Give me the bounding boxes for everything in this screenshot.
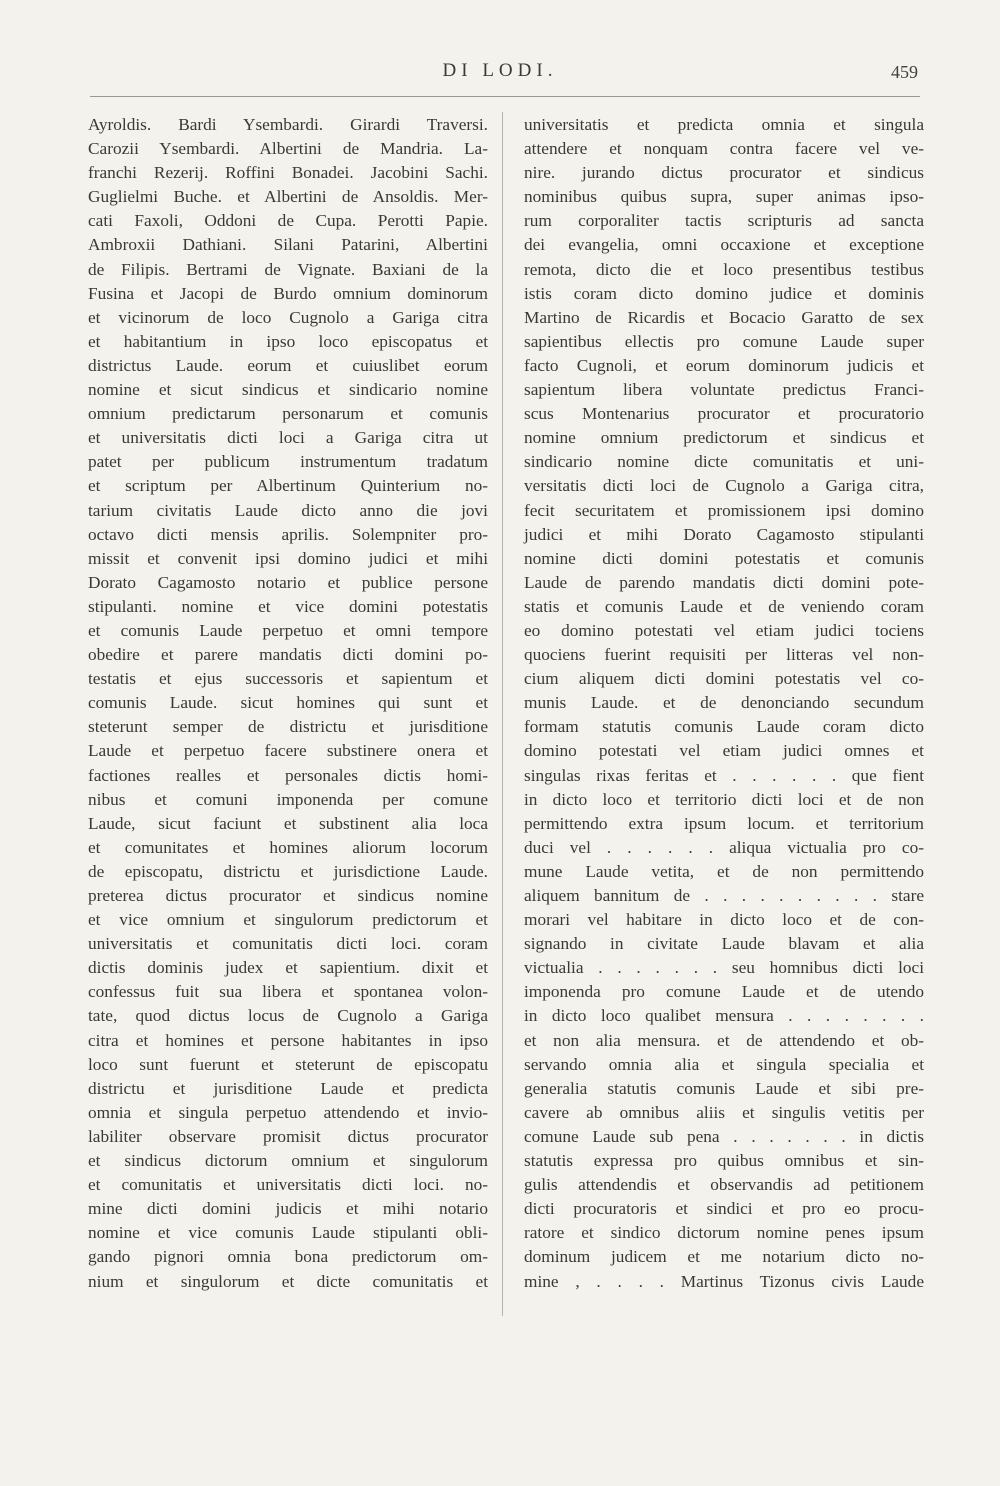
text-line: Fusina et Jacopi de Burdo omnium dominorum	[88, 283, 488, 303]
text-line: versitatis dicti loci de Cugnolo a Gariga citra,	[524, 476, 924, 496]
text-line: in dicto loco qualibet mensura . . . . . . . .	[524, 1006, 924, 1026]
text-line: et sindicus dictorum omnium et singulorum	[88, 1151, 488, 1171]
text-line: istis coram dicto domino judice et dominis	[524, 283, 924, 303]
text-line: permittendo extra ipsum locum. et territorium	[524, 813, 924, 833]
text-line: statis et comunis Laude et de veniendo coram	[524, 596, 924, 616]
text-line: et vice omnium et singulorum predictorum et	[88, 910, 488, 930]
text-line: nomine et sicut sindicus et sindicario nomine	[88, 380, 488, 400]
text-line: aliquem bannitum de . . . . . . . . . . stare	[524, 886, 924, 905]
text-line: facto Cugnoli, et eorum dominorum judicis et	[524, 355, 924, 375]
text-line: domino potestati vel etiam judici omnes et	[524, 741, 924, 761]
text-line: de episcopatu, districtu et jurisdictione Laude.	[88, 861, 488, 881]
text-line: judici et mihi Dorato Cagamosto stipulanti	[524, 524, 924, 544]
text-line: formam statutis comunis Laude coram dicto	[524, 717, 924, 737]
column-divider	[502, 112, 503, 1316]
text-line: morari vel habitare in dicto loco et de con-	[524, 910, 924, 930]
text-line: imponenda pro comune Laude et de utendo	[524, 982, 924, 1002]
text-line: labiliter observare promisit dictus procurator	[88, 1126, 488, 1146]
text-line: testatis et ejus successoris et sapientum et	[88, 669, 488, 689]
text-line: nire. jurando dictus procurator et sindicus	[524, 163, 924, 183]
text-line: Martino de Ricardis et Bocacio Garatto de sex	[524, 307, 924, 327]
text-line: Ambroxii Dathiani. Silani Patarini, Albertini	[88, 235, 488, 255]
text-line: statutis expressa pro quibus omnibus et sin-	[524, 1151, 924, 1171]
text-line: et scriptum per Albertinum Quinterium no-	[88, 476, 488, 496]
text-line: nomine et vice comunis Laude stipulanti obli-	[88, 1223, 488, 1243]
text-line: tate, quod dictus locus de Cugnolo a Gariga	[88, 1006, 488, 1026]
text-line: dei evangelia, omni occaxione et exceptione	[524, 235, 924, 255]
text-line: Laude et perpetuo facere substinere onera et	[88, 741, 488, 761]
text-line: omnium predictarum personarum et comunis	[88, 404, 488, 424]
text-line: dictis dominis judex et sapientium. dixit et	[88, 958, 488, 978]
text-line: cium aliquem dicti domini potestatis vel co-	[524, 669, 924, 689]
text-line: et vicinorum de loco Cugnolo a Gariga citra	[88, 307, 488, 327]
page-number: 459	[891, 62, 918, 82]
text-line: sindicario nomine dicte comunitatis et uni-	[524, 452, 924, 472]
text-line: missit et convenit ipsi domino judici et mihi	[88, 548, 488, 568]
text-line: et comunitatis et universitatis dicti loci. no-	[88, 1175, 488, 1195]
text-line: quociens fuerint requisiti per litteras vel non-	[524, 645, 924, 665]
text-line: scus Montenarius procurator et procuratorio	[524, 404, 924, 424]
text-line: et habitantium in ipso loco episcopatus et	[88, 331, 488, 351]
running-title: DI LODI.	[442, 60, 558, 81]
text-line: mine , . . . . Martinus Tizonus civis Laude	[524, 1271, 924, 1291]
text-line: eo domino potestati vel etiam judici tociens	[524, 620, 924, 640]
text-line: singulas rixas feritas et . . . . . . que fient	[524, 765, 924, 785]
text-line: cati Faxoli, Oddoni de Cupa. Perotti Papie.	[88, 211, 488, 231]
text-line: sapientum libera voluntate predictus Franci-	[524, 380, 924, 400]
text-line: Dorato Cagamosto notario et publice persone	[88, 572, 488, 592]
text-line: citra et homines et persone habitantes in ipso	[88, 1030, 488, 1050]
text-line: stipulanti. nomine et vice domini potestatis	[88, 596, 488, 616]
text-line: confessus fuit sua libera et spontanea volon-	[88, 982, 488, 1002]
text-line: Ayroldis. Bardi Ysembardi. Girardi Traversi.	[88, 115, 488, 134]
text-line: preterea dictus procurator et sindicus nomine	[88, 886, 488, 905]
text-line: patet per publicum instrumentum tradatum	[88, 452, 488, 472]
text-line: nominibus quibus supra, super animas ipso-	[524, 187, 924, 207]
text-line: et universitatis dicti loci a Gariga citra ut	[88, 428, 488, 448]
text-line: munis Laude. et de denonciando secundum	[524, 693, 924, 713]
text-line: et comunis Laude perpetuo et omni tempore	[88, 620, 488, 640]
text-line: comunis Laude. sicut homines qui sunt et	[88, 693, 488, 713]
text-line: steterunt semper de districtu et jurisditione	[88, 717, 488, 737]
text-line: dominum judicem et me notarium dicto no-	[524, 1247, 924, 1267]
text-line: nomine dicti domini potestatis et comunis	[524, 548, 924, 568]
text-line: generalia statutis comunis Laude et sibi pre-	[524, 1078, 924, 1098]
text-line: ratore et sindico dictorum nomine penes ipsum	[524, 1223, 924, 1243]
text-line: fecit securitatem et promissionem ipsi domino	[524, 500, 924, 520]
text-line: cavere ab omnibus aliis et singulis vetitis per	[524, 1102, 924, 1122]
text-line: comune Laude sub pena . . . . . . . in dictis	[524, 1126, 924, 1146]
text-line: Laude, sicut faciunt et substinent alia loca	[88, 813, 488, 833]
text-line: Carozii Ysembardi. Albertini de Mandria. La-	[88, 139, 488, 159]
text-line: signando in civitate Laude blavam et alia	[524, 934, 924, 954]
running-head	[0, 56, 1000, 86]
text-line: gando pignori omnia bona predictorum om-	[88, 1247, 488, 1267]
text-line: districtus Laude. eorum et cuiuslibet eorum	[88, 355, 488, 375]
text-line: dicti procuratoris et sindici et pro eo procu-	[524, 1199, 924, 1219]
text-line: rum corporaliter tactis scripturis ad sancta	[524, 211, 924, 231]
text-line: mune Laude vetita, et de non permittendo	[524, 861, 924, 881]
text-line: franchi Rezerij. Roffini Bonadei. Jacobini Sachi.	[88, 163, 488, 183]
text-line: et non alia mensura. et de attendendo et ob-	[524, 1030, 924, 1050]
text-line: nium et singulorum et dicte comunitatis et	[88, 1271, 488, 1291]
text-line: remota, dicto die et loco presentibus testibus	[524, 259, 924, 279]
text-line: sapientibus ellectis pro comune Laude super	[524, 331, 924, 351]
text-line: tarium civitatis Laude dicto anno die jovi	[88, 500, 488, 520]
text-line: in dicto loco et territorio dicti loci et de non	[524, 789, 924, 809]
text-line: factiones realles et personales dictis homi-	[88, 765, 488, 785]
left-column	[88, 113, 488, 1294]
text-line: et comunitates et homines aliorum locorum	[88, 837, 488, 857]
text-line: attendere et nonquam contra facere vel ve-	[524, 139, 924, 159]
text-line: nibus et comuni imponenda per comune	[88, 789, 488, 809]
text-line: omnia et singula perpetuo attendendo et invio-	[88, 1102, 488, 1122]
text-line: mine dicti domini judicis et mihi notario	[88, 1199, 488, 1219]
text-line: nomine omnium predictorum et sindicus et	[524, 428, 924, 448]
text-line: victualia . . . . . . . seu homnibus dicti loci	[524, 958, 924, 978]
right-column	[524, 113, 924, 1294]
text-line: Guglielmi Buche. et Albertini de Ansoldis. Mer-	[88, 187, 488, 207]
text-line: duci vel . . . . . . aliqua victualia pro co-	[524, 837, 924, 857]
text-line: de Filipis. Bertrami de Vignate. Baxiani de la	[88, 259, 488, 279]
text-line: servando omnia alia et singula specialia et	[524, 1054, 924, 1074]
text-line: octavo dicti mensis aprilis. Solempniter pro-	[88, 524, 488, 544]
text-line: gulis attendendis et observandis ad petitionem	[524, 1175, 924, 1195]
text-line: universitatis et comunitatis dicti loci. coram	[88, 934, 488, 954]
text-line: loco sunt fuerunt et steterunt de episcopatu	[88, 1054, 488, 1074]
text-line: obedire et parere mandatis dicti domini po-	[88, 645, 488, 665]
text-line: Laude de parendo mandatis dicti domini pote-	[524, 572, 924, 592]
header-rule	[90, 96, 920, 97]
text-line: universitatis et predicta omnia et singula	[524, 115, 924, 134]
text-line: districtu et jurisditione Laude et predicta	[88, 1078, 488, 1098]
